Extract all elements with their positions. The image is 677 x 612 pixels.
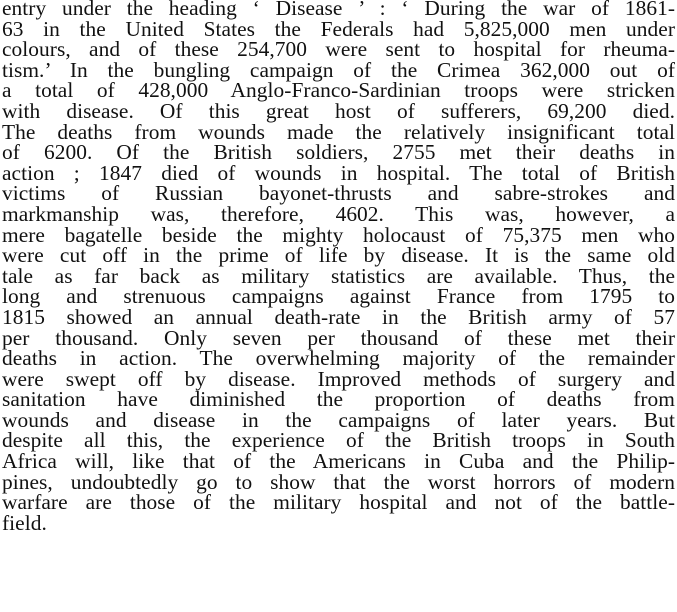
text-line: with disease. Of this great host of sufferers, 69,200 died. [2, 98, 675, 123]
text-line: sanitation have diminished the proportion of deaths from [2, 387, 675, 412]
text-line: victims of Russian bayonet-thrusts and sabre-strokes and [2, 181, 675, 206]
text-line: 63 in the United States the Federals had 5,825,000 men under [2, 16, 675, 41]
body-paragraph [2, 0, 675, 533]
text-line: were cut off in the prime of life by disease. It is the same old [2, 243, 675, 268]
text-line: tale as far back as military statistics are available. Thus, the [2, 263, 675, 288]
text-line: a total of 428,000 Anglo-Franco-Sardinian troops were stricken [2, 78, 675, 103]
text-line: Africa will, like that of the Americans in Cuba and the Philip- [2, 449, 675, 474]
text-line: The deaths from wounds made the relatively insignificant total [2, 119, 675, 144]
text-line: were swept off by disease. Improved methods of surgery and [2, 366, 675, 391]
text-line: wounds and disease in the campaigns of later years. But [2, 407, 675, 432]
text-line: despite all this, the experience of the British troops in South [2, 428, 675, 453]
text-line: tism.’ In the bungling campaign of the Crimea 362,000 out of [2, 57, 675, 82]
text-line: 1815 showed an annual death-rate in the British army of 57 [2, 304, 675, 329]
text-line: markmanship was, therefore, 4602. This was, however, a [2, 201, 675, 226]
text-line: action ; 1847 died of wounds in hospital. The total of British [2, 160, 675, 185]
text-line: per thousand. Only seven per thousand of these met their [2, 325, 675, 350]
text-line: pines, undoubtedly go to show that the worst horrors of modern [2, 469, 675, 494]
text-line: mere bagatelle beside the mighty holocaust of 75,375 men who [2, 222, 675, 247]
text-line: long and strenuous campaigns against France from 1795 to [2, 284, 675, 309]
text-line: warfare are those of the military hospital and not of the battle- [2, 490, 675, 515]
text-line: of 6200. Of the British soldiers, 2755 met their deaths in [2, 140, 675, 165]
text-line: colours, and of these 254,700 were sent to hospital for rheuma- [2, 37, 675, 62]
text-line: deaths in action. The overwhelming majority of the remainder [2, 346, 675, 371]
text-line: field. [2, 510, 47, 535]
text-line: entry under the heading ‘ Disease ’ : ‘ During the war of 1861- [2, 0, 675, 20]
